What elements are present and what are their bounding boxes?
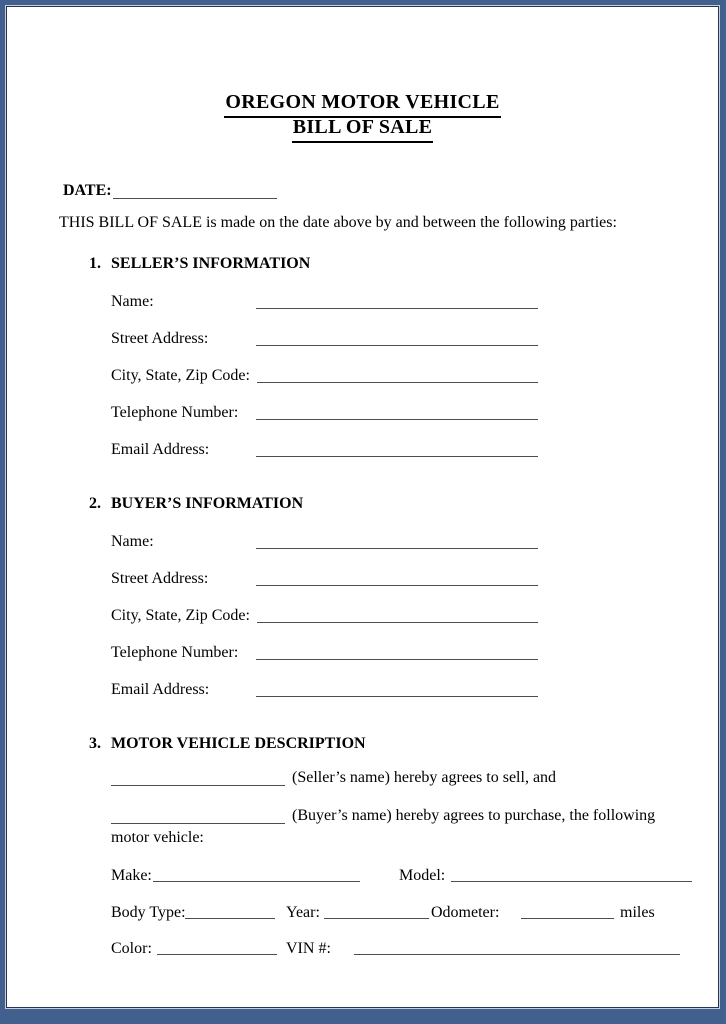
- title-text: OREGON MOTOR VEHICLE: [224, 90, 500, 118]
- seller-clause-text: (Seller’s name) hereby agrees to sell, and: [292, 769, 557, 786]
- field-label-seller-telephone: Telephone Number:: [111, 404, 239, 421]
- odometer-input[interactable]: [521, 904, 614, 919]
- document-title-line-1: [7, 90, 718, 118]
- field-label-buyer-name: Name:: [111, 533, 154, 550]
- seller-street-address-input[interactable]: [256, 330, 538, 346]
- seller-section-heading: SELLER’S INFORMATION: [111, 255, 311, 272]
- seller-section-number: 1.: [89, 255, 101, 272]
- field-label-seller-city-state-zip: City, State, Zip Code:: [111, 367, 250, 384]
- vehicle-seller-name-input[interactable]: [111, 769, 285, 786]
- seller-name-input[interactable]: [256, 293, 538, 309]
- buyer-city-state-zip-input[interactable]: [257, 607, 538, 623]
- buyer-email-input[interactable]: [256, 681, 538, 697]
- body-type-input[interactable]: [185, 904, 275, 919]
- field-label-buyer-street: Street Address:: [111, 570, 209, 587]
- color-input[interactable]: [157, 940, 277, 955]
- buyer-telephone-input[interactable]: [256, 644, 538, 660]
- seller-telephone-input[interactable]: [256, 404, 538, 420]
- field-label-seller-name: Name:: [111, 293, 154, 310]
- title-text: BILL OF SALE: [292, 115, 434, 143]
- field-label-buyer-city-state-zip: City, State, Zip Code:: [111, 607, 250, 624]
- buyer-clause-text: (Buyer’s name) hereby agrees to purchase, the following: [292, 807, 656, 824]
- field-label-buyer-email: Email Address:: [111, 681, 210, 698]
- vin-input[interactable]: [354, 940, 680, 955]
- seller-email-input[interactable]: [256, 441, 538, 457]
- buyer-name-input[interactable]: [256, 533, 538, 549]
- odometer-unit-label: miles: [620, 904, 655, 921]
- buyer-clause-continuation: motor vehicle:: [111, 829, 204, 846]
- body-type-label: Body Type:: [111, 904, 186, 921]
- buyer-section-number: 2.: [89, 495, 101, 512]
- date-label: DATE:: [63, 182, 112, 199]
- color-label: Color:: [111, 940, 152, 957]
- model-input[interactable]: [451, 867, 692, 882]
- document-title-line-2: [7, 115, 718, 143]
- year-input[interactable]: [324, 904, 429, 919]
- vin-label: VIN #:: [286, 940, 331, 957]
- make-input[interactable]: [153, 867, 360, 882]
- buyer-street-address-input[interactable]: [256, 570, 538, 586]
- buyer-section-heading: BUYER’S INFORMATION: [111, 495, 304, 512]
- document-page: [6, 6, 719, 1008]
- field-label-seller-street: Street Address:: [111, 330, 209, 347]
- seller-city-state-zip-input[interactable]: [257, 367, 538, 383]
- vehicle-section-number: 3.: [89, 735, 101, 752]
- intro-text: THIS BILL OF SALE is made on the date above by and between the following parties:: [59, 214, 617, 231]
- odometer-label: Odometer:: [431, 904, 500, 921]
- field-label-buyer-telephone: Telephone Number:: [111, 644, 239, 661]
- vehicle-section-heading: MOTOR VEHICLE DESCRIPTION: [111, 735, 366, 752]
- date-input[interactable]: [113, 181, 277, 199]
- make-label: Make:: [111, 867, 152, 884]
- model-label: Model:: [399, 867, 446, 884]
- field-label-seller-email: Email Address:: [111, 441, 210, 458]
- vehicle-buyer-name-input[interactable]: [111, 807, 285, 824]
- year-label: Year:: [286, 904, 320, 921]
